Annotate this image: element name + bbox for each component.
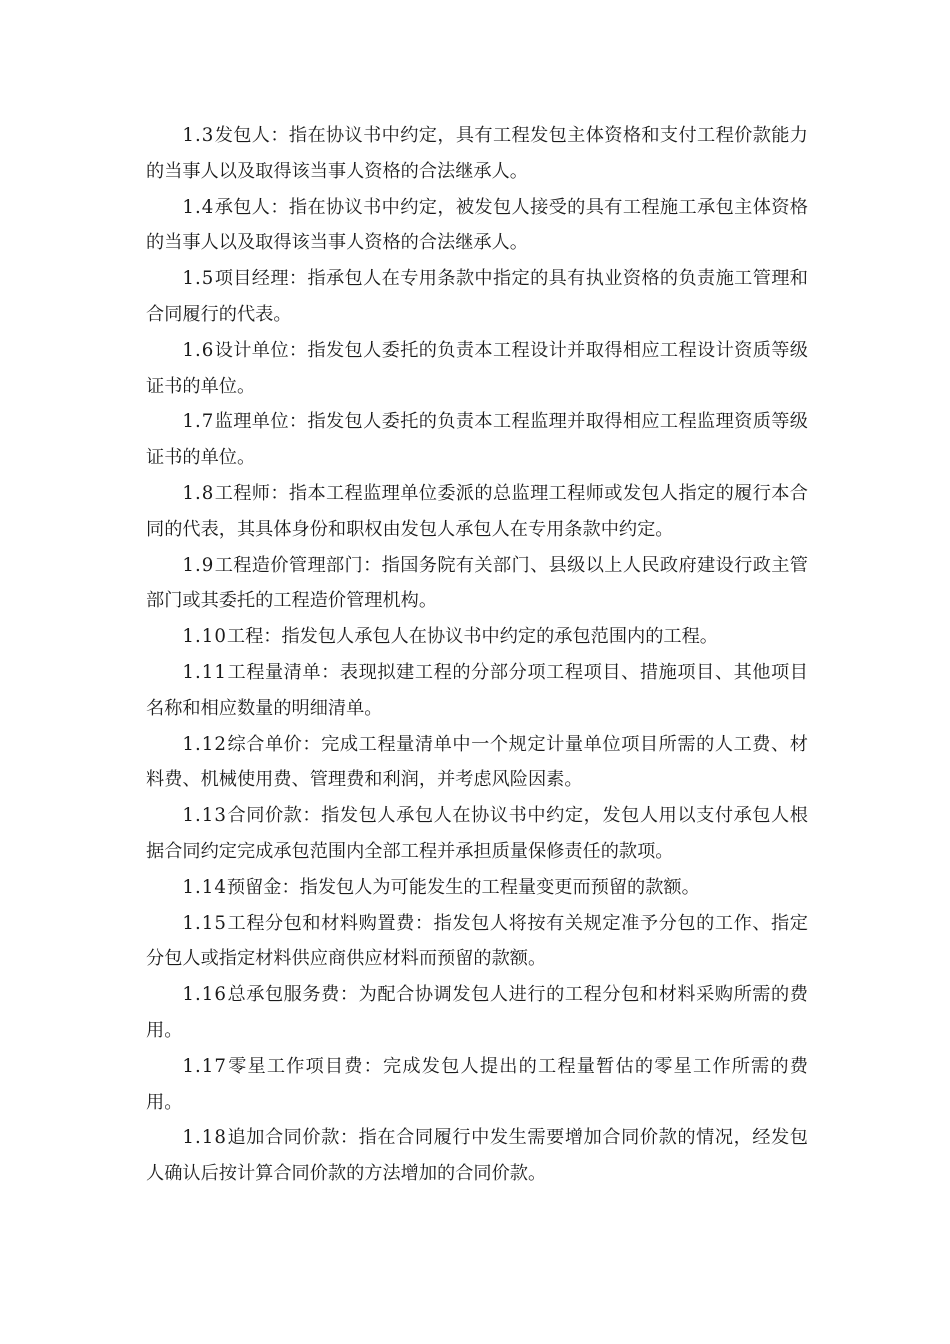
clause-text: 合同价款：指发包人承包人在协议书中约定，发包人用以支付承包人根据合同约定完成承包范围内全部工程并承担质量保修责任的款项。 — [146, 805, 808, 862]
clause-1-18 — [146, 1120, 808, 1192]
clause-text: 总承包服务费：为配合协调发包人进行的工程分包和材料采购所需的费用。 — [146, 984, 808, 1041]
clause-number: 1.8 — [182, 482, 215, 504]
clause-text: 零星工作项目费：完成发包人提出的工程量暂估的零星工作所需的费用。 — [146, 1055, 808, 1113]
document-page — [146, 118, 808, 1192]
clause-text: 综合单价：完成工程量清单中一个规定计量单位项目所需的人工费、材料费、机械使用费、管理费和利润，并考虑风险因素。 — [146, 733, 808, 791]
clause-number: 1.4 — [182, 196, 215, 218]
clause-number: 1.7 — [182, 411, 215, 433]
clause-1-15 — [146, 906, 808, 978]
clause-1-8 — [146, 476, 808, 548]
clause-1-3 — [146, 118, 808, 190]
clause-number: 1.13 — [182, 805, 227, 827]
clause-number: 1.6 — [182, 339, 215, 361]
clause-1-11 — [146, 655, 808, 727]
clause-1-5 — [146, 261, 808, 333]
clause-1-12 — [146, 727, 808, 799]
clause-number: 1.10 — [182, 626, 227, 648]
clause-text: 发包人：指在协议书中约定，具有工程发包主体资格和支付工程价款能力的当事人以及取得该当事人资格的合法继承人。 — [146, 125, 808, 182]
clause-number: 1.5 — [182, 268, 215, 290]
clause-number: 1.11 — [182, 661, 227, 683]
clause-number: 1.16 — [182, 984, 227, 1006]
clause-1-10 — [146, 619, 808, 655]
clause-number: 1.12 — [182, 733, 227, 755]
clause-text: 监理单位：指发包人委托的负责本工程监理并取得相应工程监理资质等级证书的单位。 — [146, 411, 808, 469]
clause-text: 项目经理：指承包人在专用条款中指定的具有执业资格的负责施工管理和合同履行的代表。 — [146, 268, 808, 325]
clause-number: 1.14 — [182, 876, 227, 898]
clause-1-17 — [146, 1049, 808, 1121]
clause-text: 工程量清单：表现拟建工程的分部分项工程项目、措施项目、其他项目名称和相应数量的明细清单。 — [146, 661, 808, 719]
clause-1-7 — [146, 404, 808, 476]
clause-1-9 — [146, 548, 808, 620]
clause-text: 工程分包和材料购置费：指发包人将按有关规定准予分包的工作、指定分包人或指定材料供应商供应材料而预留的款额。 — [146, 912, 808, 970]
clause-number: 1.18 — [182, 1127, 227, 1149]
clause-1-13 — [146, 798, 808, 870]
clause-number: 1.17 — [182, 1055, 227, 1077]
clause-text: 预留金：指发包人为可能发生的工程量变更而预留的款额。 — [226, 876, 700, 898]
clause-1-16 — [146, 977, 808, 1049]
clause-text: 追加合同价款：指在合同履行中发生需要增加合同价款的情况，经发包人确认后按计算合同价款的方法增加的合同价款。 — [146, 1127, 808, 1185]
clause-1-4 — [146, 190, 808, 262]
clause-text: 设计单位：指发包人委托的负责本工程设计并取得相应工程设计资质等级证书的单位。 — [146, 339, 808, 397]
clause-1-6 — [146, 333, 808, 405]
clause-text: 工程造价管理部门：指国务院有关部门、县级以上人民政府建设行政主管部门或其委托的工程造价管理机构。 — [146, 554, 808, 612]
clause-number: 1.3 — [182, 125, 215, 146]
clause-text: 工程：指发包人承包人在协议书中约定的承包范围内的工程。 — [226, 626, 718, 648]
clause-number: 1.15 — [182, 912, 227, 934]
clause-text: 承包人：指在协议书中约定，被发包人接受的具有工程施工承包主体资格的当事人以及取得该当事人资格的合法继承人。 — [146, 196, 808, 254]
clause-number: 1.9 — [182, 554, 215, 576]
clause-text: 工程师：指本工程监理单位委派的总监理工程师或发包人指定的履行本合同的代表，其具体身份和职权由发包人承包人在专用条款中约定。 — [146, 482, 808, 540]
clause-1-14 — [146, 870, 808, 906]
